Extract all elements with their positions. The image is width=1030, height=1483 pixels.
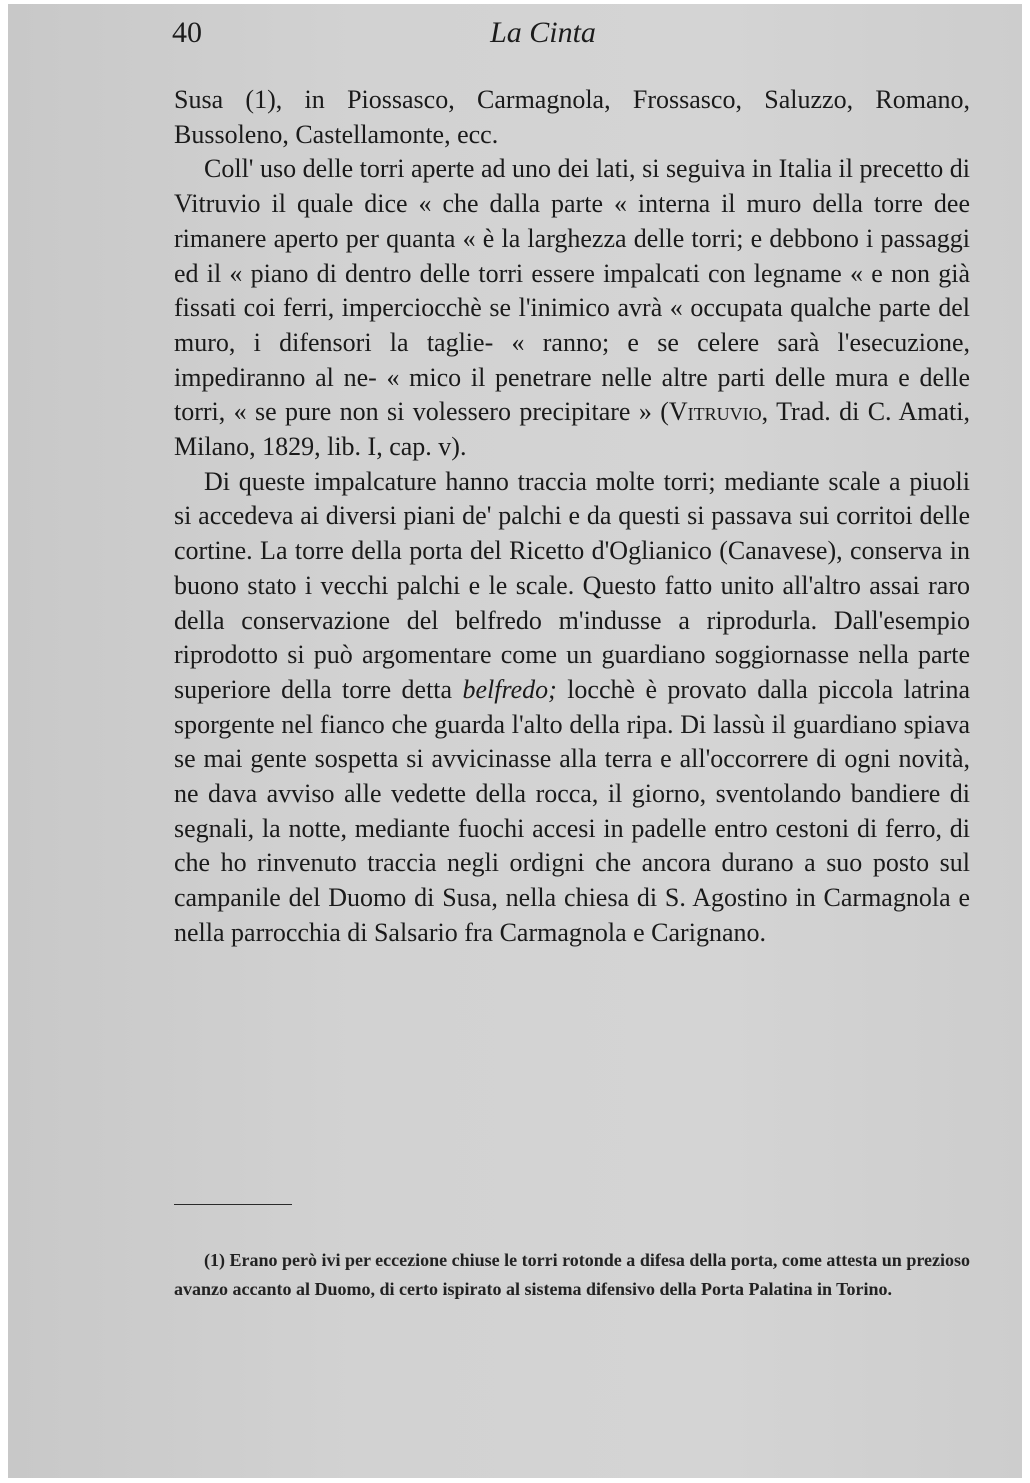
author-citation: Vitruvio xyxy=(668,397,762,427)
paragraph-1: Susa (1), in Piossasco, Carmagnola, Frossasco, Saluzzo, Romano, Bussoleno, Castellamonte, ecc. xyxy=(174,85,970,149)
paragraph-3-text-b: locchè è provato dalla piccola latrina sporgente nel fianco che guarda l'alto della ripa. Di lassù il guardiano spiava se mai gente sospetta si avvicinasse alla terra e all'occorrere di ogni novità, ne dava avviso alle vedette della rocca, il giorno, sventolando bandiere di segnali, la notte, mediante fuochi accesi in padelle entro cestoni di ferro, di che ho rinvenuto traccia negli ordigni che ancora durano a suo posto sul campanile del Duomo di Susa, nella chiesa di S. Agostino in Carmagnola e nella parrocchia di Salsario fra Carmagnola e Carignano. xyxy=(174,674,971,947)
footnote-rule xyxy=(174,1204,292,1205)
footnote-text: (1) Erano però ivi per eccezione chiuse le torri rotonde a difesa della porta, come attesta un prezioso avanzo accanto al Duomo, di certo ispirato al sistema difensivo della Porta Palatina in Torino. xyxy=(174,1250,970,1299)
paragraph-2-citation: , Trad. di C. Amati, Milano, 1829, lib. I, cap. v). xyxy=(174,397,970,462)
paragraph-3-text-a: Di queste impalcature hanno traccia molte torri; mediante scale a piuoli si accedeva ai diversi piani de' palchi e da questi si passava sui corritoi delle cortine. La torre della porta del Ricetto d'Oglianico (Canavese), conserva in buono stato i vecchi palchi e le scale. Questo fatto unito all'altro assai raro della conservazione del belfredo m'indusse a riprodurla. Dall'esempio riprodotto si può argomentare come un guardiano soggiornasse nella parte superiore della torre detta xyxy=(174,466,970,704)
footnote xyxy=(174,1246,970,1304)
paragraph-2-text: Coll' uso delle torri aperte ad uno dei lati, si seguiva in Italia il precetto di Vitruvio il quale dice « che dalla parte « interna il muro della torre dee rimanere aperto per quanta « è la larghezza delle torri; e debbono i passaggi ed il « piano di dentro delle torri essere impalcati con legname « e non già fissati coi ferri, imperciocchè se l'inimico avrà « occupata qualche parte del muro, i difensori la taglie- « ranno; e se celere sarà l'esecuzione, impediranno al ne- « mico il penetrare nelle altre parti delle mura e delle torri, « se pure non si volessero precipitare » ( xyxy=(174,154,970,427)
running-title: La Cinta xyxy=(490,16,596,49)
book-page xyxy=(8,4,1022,1478)
italic-term: belfredo; xyxy=(462,674,557,704)
body-text xyxy=(174,83,970,951)
paragraph-2 xyxy=(174,152,970,464)
paragraph-3 xyxy=(174,465,970,951)
page-number: 40 xyxy=(172,16,202,49)
